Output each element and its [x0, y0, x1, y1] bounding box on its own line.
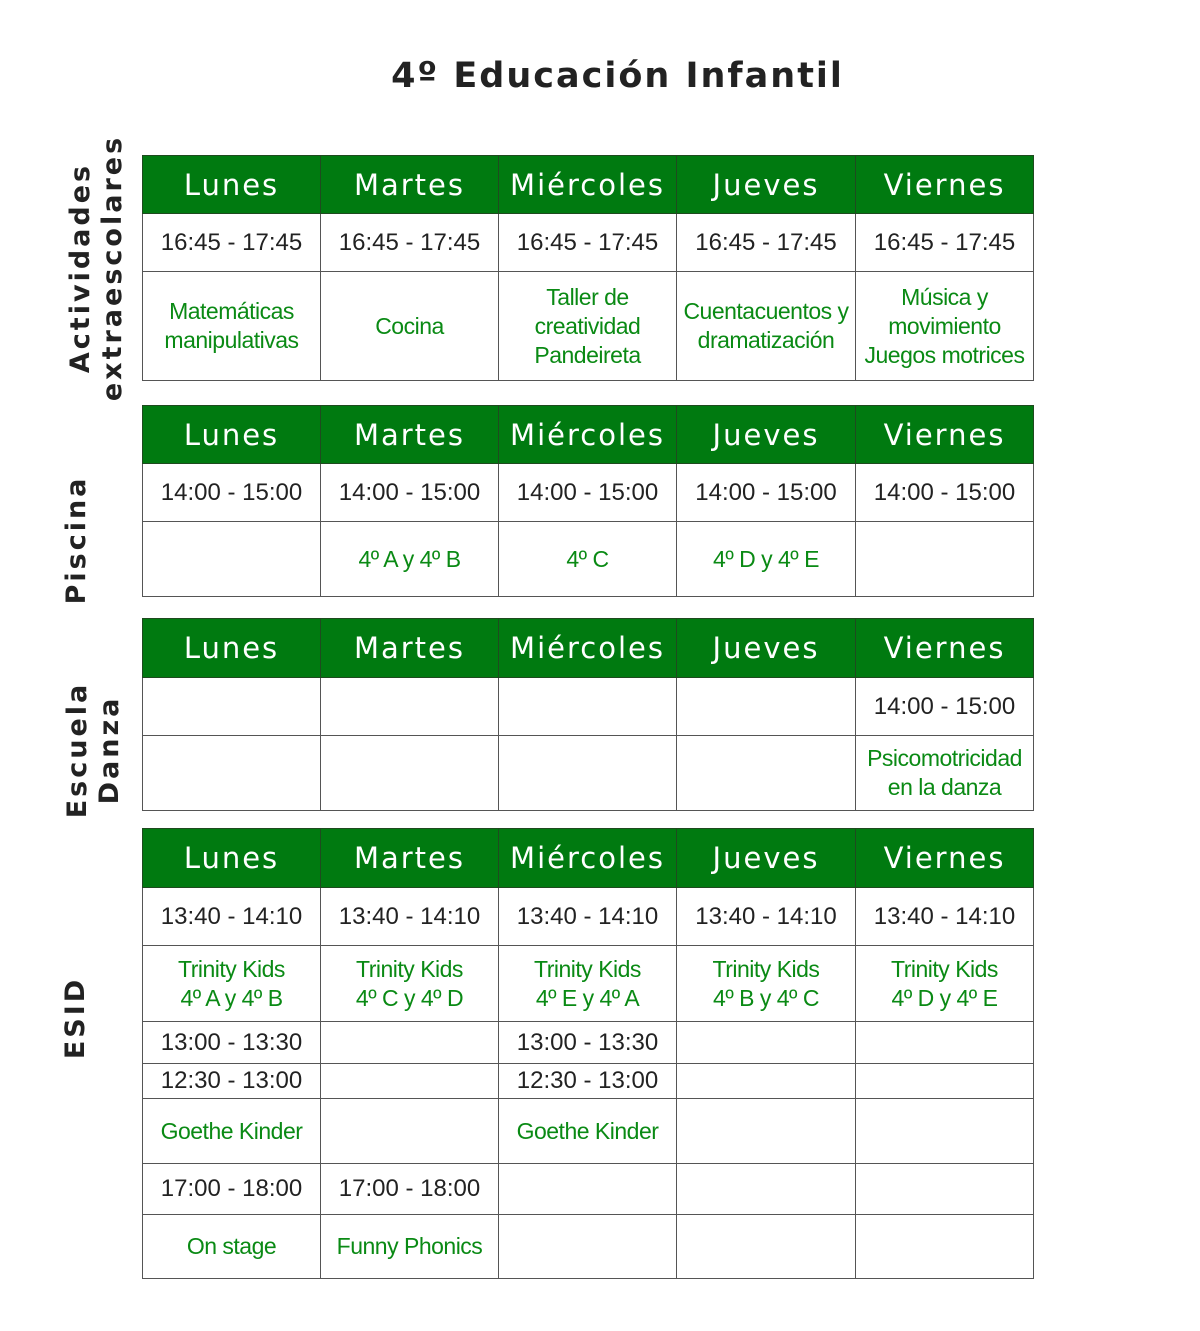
activity-cell: [143, 522, 321, 597]
day-header: Jueves: [677, 619, 856, 678]
time-cell: [143, 678, 321, 736]
day-header: Lunes: [143, 156, 321, 214]
schedule-table-esid: [142, 828, 1034, 1279]
activity-cell: [677, 522, 856, 597]
time-cell: [856, 1164, 1034, 1215]
day-header: Viernes: [856, 156, 1034, 214]
time-cell: [677, 1022, 856, 1064]
activity-cell: [499, 272, 677, 381]
activity-line: Funny Phonics: [336, 1233, 483, 1259]
time-row: [143, 464, 1034, 522]
schedule-table-escuela-danza: [142, 618, 1034, 811]
time-cell: 17:00 - 18:00: [321, 1164, 499, 1215]
time-cell: 13:40 - 14:10: [143, 888, 321, 946]
activity-line: Pandeireta: [534, 341, 641, 368]
activity-cell: [856, 1215, 1034, 1279]
activity-cell: [856, 736, 1034, 811]
activity-cell: [321, 946, 499, 1022]
time-cell: 14:00 - 15:00: [856, 678, 1034, 736]
time-row: [143, 1022, 1034, 1064]
activity-line: 4º E y 4º A: [535, 984, 640, 1011]
section-label-line: extraescolares: [97, 134, 128, 402]
activity-line: 4º D y 4º E: [713, 545, 819, 572]
time-cell: 14:00 - 15:00: [321, 464, 499, 522]
activity-row: [143, 1215, 1034, 1279]
activity-line: Psicomotricidad: [867, 745, 1022, 771]
activity-line: Trinity Kids: [356, 955, 463, 982]
time-cell: 13:40 - 14:10: [499, 888, 677, 946]
time-cell: [321, 678, 499, 736]
activity-line: 4º D y 4º E: [891, 984, 998, 1011]
activity-line: Goethe Kinder: [160, 1117, 303, 1144]
activity-cell: [499, 522, 677, 597]
activity-cell: [677, 1215, 856, 1279]
day-header: Martes: [321, 829, 499, 888]
day-header: Martes: [321, 156, 499, 214]
time-cell: [677, 678, 856, 736]
activity-line: Juegos motrices: [864, 341, 1025, 368]
activity-cell: [143, 736, 321, 811]
activity-cell: [856, 946, 1034, 1022]
activity-line: Goethe Kinder: [516, 1117, 659, 1144]
activity-cell: [677, 272, 856, 381]
time-cell: 13:40 - 14:10: [856, 888, 1034, 946]
activity-line: creatividad: [534, 312, 641, 339]
day-header: Jueves: [677, 406, 856, 464]
day-header: Viernes: [856, 406, 1034, 464]
activity-cell: [321, 1099, 499, 1164]
time-cell: [321, 1022, 499, 1064]
activity-cell: [499, 1099, 677, 1164]
activity-cell: [499, 1215, 677, 1279]
day-header: Martes: [321, 619, 499, 678]
section-label-line: Actividades: [65, 162, 96, 374]
activity-cell: [677, 736, 856, 811]
activity-line: dramatización: [697, 327, 835, 353]
section-label-line: Piscina: [61, 475, 92, 605]
activity-line: Taller de: [546, 283, 629, 310]
page-title: 4º Educación Infantil: [391, 56, 844, 96]
time-cell: 14:00 - 15:00: [856, 464, 1034, 522]
activity-cell: [143, 272, 321, 381]
time-cell: 13:00 - 13:30: [499, 1022, 677, 1064]
time-cell: 17:00 - 18:00: [143, 1164, 321, 1215]
activity-line: 4º C y 4º D: [355, 984, 464, 1011]
activity-cell: [321, 736, 499, 811]
day-header-row: [143, 406, 1034, 464]
time-cell: [321, 1064, 499, 1099]
time-cell: 14:00 - 15:00: [499, 464, 677, 522]
time-cell: [677, 1164, 856, 1215]
activity-line: Trinity Kids: [178, 955, 285, 982]
time-cell: 16:45 - 17:45: [321, 214, 499, 272]
activity-cell: [499, 946, 677, 1022]
activity-line: Trinity Kids: [891, 955, 998, 982]
schedule-table-actividades: [142, 155, 1034, 381]
day-header: Lunes: [143, 406, 321, 464]
time-row: [143, 1064, 1034, 1099]
day-header: Jueves: [677, 156, 856, 214]
schedule-table-piscina: [142, 405, 1034, 597]
activity-cell: [856, 272, 1034, 381]
time-cell: 12:30 - 13:00: [499, 1064, 677, 1099]
day-header: Viernes: [856, 619, 1034, 678]
time-row: [143, 214, 1034, 272]
day-header: Jueves: [677, 829, 856, 888]
activity-line: Trinity Kids: [534, 955, 641, 982]
section-label-line: ESID: [60, 976, 91, 1060]
day-header: Lunes: [143, 619, 321, 678]
activity-line: 4º A y 4º B: [358, 545, 461, 572]
time-row: [143, 1164, 1034, 1215]
day-header: Martes: [321, 406, 499, 464]
time-cell: 14:00 - 15:00: [143, 464, 321, 522]
day-header: Miércoles: [499, 156, 677, 214]
activity-cell: [321, 522, 499, 597]
time-cell: 12:30 - 13:00: [143, 1064, 321, 1099]
activity-line: Música y: [901, 283, 988, 310]
activity-line: Cuentacuentos y: [683, 298, 849, 324]
time-cell: 14:00 - 15:00: [677, 464, 856, 522]
activity-line: manipulativas: [164, 327, 299, 353]
day-header: Miércoles: [499, 619, 677, 678]
day-header: Miércoles: [499, 406, 677, 464]
activity-row: [143, 272, 1034, 381]
time-cell: [677, 1064, 856, 1099]
activity-cell: [143, 946, 321, 1022]
time-cell: 13:40 - 14:10: [321, 888, 499, 946]
time-cell: 13:00 - 13:30: [143, 1022, 321, 1064]
activity-line: 4º A y 4º B: [180, 984, 283, 1011]
day-header-row: [143, 156, 1034, 214]
activity-line: Trinity Kids: [712, 955, 820, 982]
time-cell: [856, 1022, 1034, 1064]
time-cell: [499, 1164, 677, 1215]
activity-line: On stage: [186, 1233, 277, 1259]
day-header-row: [143, 619, 1034, 678]
activity-cell: [856, 522, 1034, 597]
time-row: [143, 888, 1034, 946]
time-row: [143, 678, 1034, 736]
activity-row: [143, 522, 1034, 597]
activity-cell: [856, 1099, 1034, 1164]
activity-row: [143, 736, 1034, 811]
time-cell: [856, 1064, 1034, 1099]
time-cell: 16:45 - 17:45: [499, 214, 677, 272]
activity-cell: [677, 1099, 856, 1164]
time-cell: 16:45 - 17:45: [677, 214, 856, 272]
section-label-line: Escuela: [62, 681, 93, 819]
activity-cell: [321, 1215, 499, 1279]
activity-cell: [677, 946, 856, 1022]
activity-cell: [499, 736, 677, 811]
time-cell: 13:40 - 14:10: [677, 888, 856, 946]
time-cell: 16:45 - 17:45: [856, 214, 1034, 272]
activity-line: 4º B y 4º C: [713, 984, 819, 1011]
day-header: Lunes: [143, 829, 321, 888]
day-header: Viernes: [856, 829, 1034, 888]
time-cell: 16:45 - 17:45: [143, 214, 321, 272]
section-label-line: Danza: [94, 695, 125, 805]
day-header: Miércoles: [499, 829, 677, 888]
day-header-row: [143, 829, 1034, 888]
activity-cell: [143, 1099, 321, 1164]
activity-line: 4º C: [566, 545, 609, 572]
time-cell: [499, 678, 677, 736]
activity-cell: [321, 272, 499, 381]
activity-cell: [143, 1215, 321, 1279]
activity-line: movimiento: [888, 312, 1001, 339]
activity-line: Matemáticas: [169, 298, 294, 324]
activity-row: [143, 946, 1034, 1022]
activity-row: [143, 1099, 1034, 1164]
activity-line: Cocina: [375, 312, 444, 339]
activity-line: en la danza: [887, 774, 1002, 800]
